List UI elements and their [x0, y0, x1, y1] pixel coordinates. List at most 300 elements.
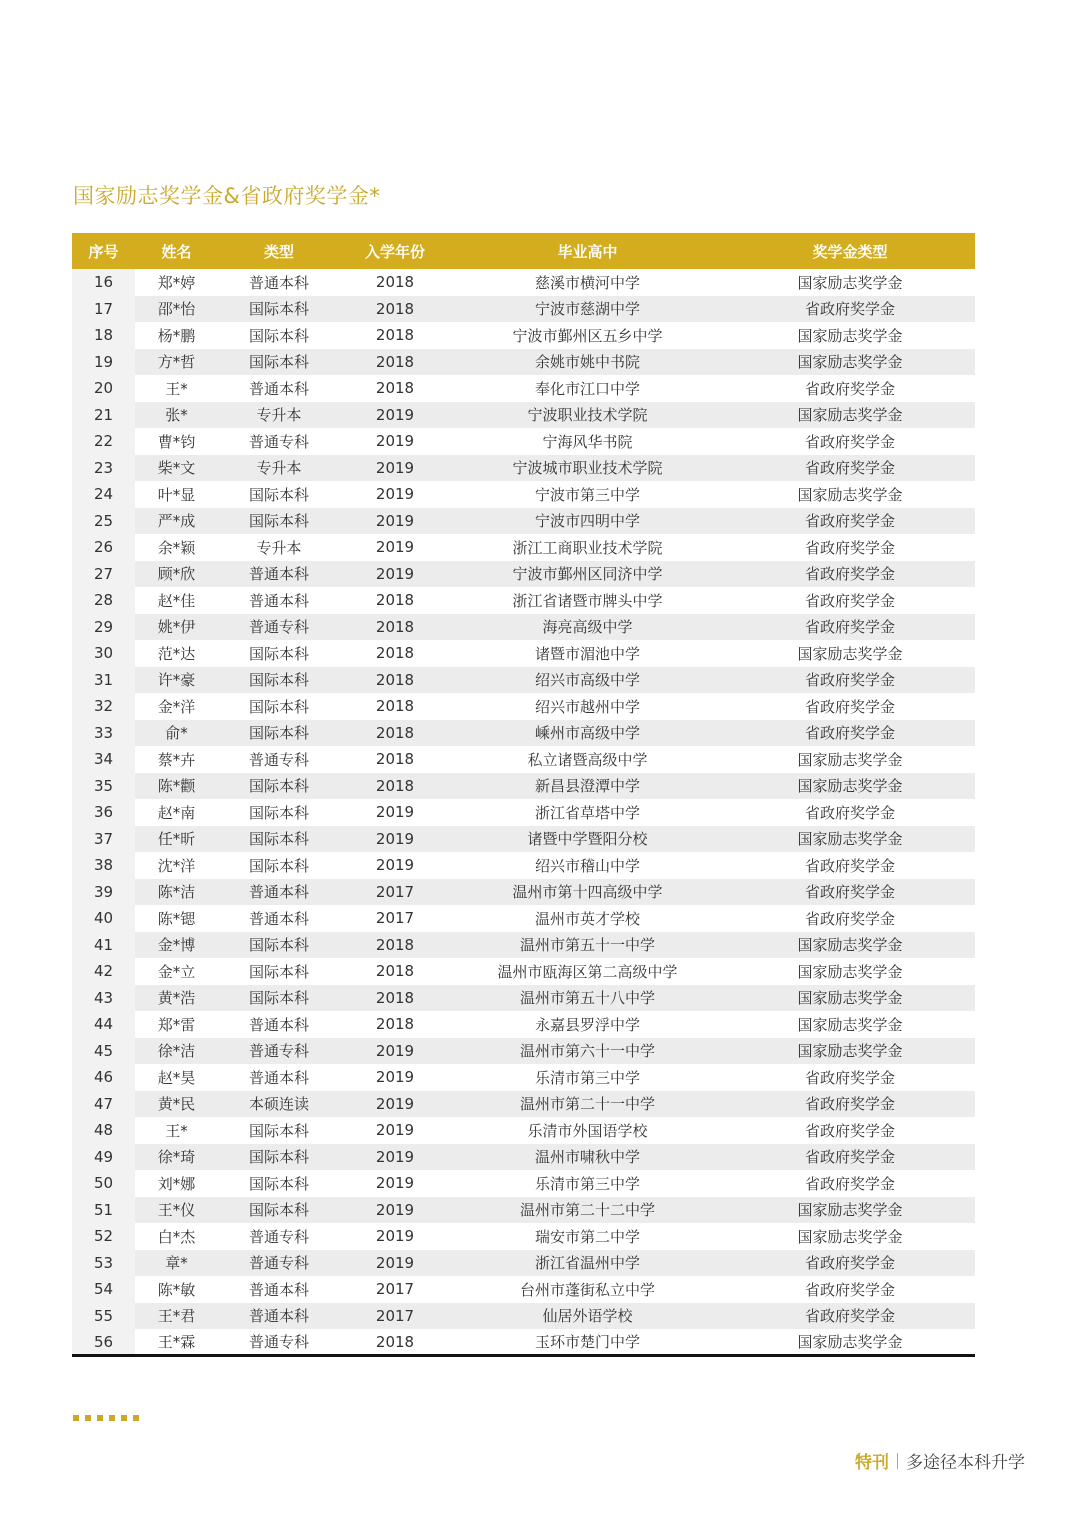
- table-row: [72, 773, 975, 800]
- cell-name: 赵*佳: [157, 591, 196, 610]
- cell-scholarship-type: 省政府奖学金: [804, 432, 895, 451]
- cell-name: 白*杰: [157, 1227, 196, 1246]
- cell-type: 国际本科: [218, 985, 340, 1012]
- cell-year: 2018: [375, 644, 415, 663]
- column-header-scholarship-type: 奖学金类型: [725, 233, 975, 269]
- cell-index: 26: [72, 534, 135, 561]
- footer: [855, 1448, 1025, 1473]
- cell-name: 章*: [135, 1250, 218, 1277]
- table-header: [72, 233, 975, 269]
- cell-scholarship-type: 国家励志奖学金: [797, 1015, 903, 1034]
- column-header-index: 序号: [72, 233, 135, 269]
- cell-year: 2019: [375, 432, 415, 451]
- cell-year: 2019: [340, 455, 450, 482]
- cell-high-school: 温州市第五十八中学: [450, 985, 725, 1012]
- cell-year: 2019: [375, 803, 415, 822]
- cell-year: 2017: [375, 1280, 415, 1299]
- table-row: [72, 667, 975, 694]
- cell-scholarship-type: 国家励志奖学金: [725, 826, 975, 853]
- cell-type: 普通本科: [248, 1068, 309, 1087]
- cell-type: 专升本: [218, 402, 340, 429]
- table-row: [72, 799, 975, 826]
- cell-type: 国际本科: [248, 326, 309, 345]
- cell-type: 国际本科: [218, 720, 340, 747]
- cell-name: 郑*雷: [157, 1015, 196, 1034]
- cell-name: 姚*伊: [135, 614, 218, 641]
- cell-type: 普通本科: [248, 1015, 309, 1034]
- cell-year: 2017: [340, 1303, 450, 1330]
- cell-type: 普通本科: [218, 561, 340, 588]
- cell-name: 徐*洁: [135, 1038, 218, 1065]
- cell-type: 普通专科: [248, 1227, 309, 1246]
- cell-index: 17: [72, 296, 135, 323]
- cell-year: 2018: [375, 962, 415, 981]
- cell-name: 曹*钧: [157, 432, 196, 451]
- cell-name: 赵*昊: [157, 1068, 196, 1087]
- cell-scholarship-type: 省政府奖学金: [725, 614, 975, 641]
- cell-high-school: 嵊州市高级中学: [450, 720, 725, 747]
- cell-index: 35: [72, 773, 135, 800]
- cell-index: 32: [72, 693, 135, 720]
- cell-high-school: 乐清市外国语学校: [527, 1121, 648, 1140]
- table-row: [72, 826, 975, 853]
- cell-scholarship-type: 省政府奖学金: [725, 508, 975, 535]
- cell-name: 王*霖: [157, 1333, 196, 1351]
- cell-name: 王*君: [135, 1303, 218, 1330]
- cell-type: 普通本科: [218, 879, 340, 906]
- table-row: [72, 561, 975, 588]
- table-row: [72, 1223, 975, 1250]
- cell-name: 余*颖: [157, 538, 196, 557]
- table-row: [72, 1303, 975, 1330]
- cell-year: 2018: [375, 326, 415, 345]
- cell-name: 郑*婷: [157, 273, 196, 292]
- cell-index: 53: [72, 1250, 135, 1277]
- footer-divider: [897, 1453, 898, 1469]
- table-row: [72, 1276, 975, 1303]
- cell-year: 2018: [375, 1332, 415, 1351]
- cell-type: 普通本科: [248, 909, 309, 928]
- cell-scholarship-type: 国家励志奖学金: [797, 273, 903, 292]
- cell-high-school: 瑞安市第二中学: [534, 1227, 640, 1246]
- cell-type: 国际本科: [218, 1197, 340, 1224]
- cell-type: 国际本科: [248, 803, 309, 822]
- table-row: [72, 402, 975, 429]
- cell-year: 2017: [375, 909, 415, 928]
- column-header-year: 入学年份: [340, 233, 450, 269]
- cell-type: 普通本科: [248, 1280, 309, 1299]
- cell-type: 国际本科: [248, 962, 309, 981]
- cell-index: 21: [72, 402, 135, 429]
- cell-scholarship-type: 省政府奖学金: [804, 803, 895, 822]
- cell-high-school: 宁波城市职业技术学院: [450, 455, 725, 482]
- table-row: [72, 587, 975, 614]
- cell-index: 51: [72, 1197, 135, 1224]
- cell-type: 国际本科: [248, 644, 309, 663]
- cell-index: 33: [72, 720, 135, 747]
- cell-index: 16: [72, 269, 135, 296]
- table-row: [72, 693, 975, 720]
- table-row: [72, 852, 975, 879]
- table-row: [72, 1329, 975, 1356]
- cell-type: 普通本科: [248, 273, 309, 292]
- cell-index: 41: [72, 932, 135, 959]
- cell-year: 2019: [340, 561, 450, 588]
- cell-index: 39: [72, 879, 135, 906]
- footer-tag: 特刊: [855, 1453, 889, 1473]
- cell-scholarship-type: 省政府奖学金: [804, 697, 895, 716]
- cell-index: 43: [72, 985, 135, 1012]
- cell-high-school: 温州市第二十一中学: [450, 1091, 725, 1118]
- table-row: [72, 1011, 975, 1038]
- cell-scholarship-type: 国家励志奖学金: [725, 1197, 975, 1224]
- cell-scholarship-type: 省政府奖学金: [725, 667, 975, 694]
- footer-text: 多途径本科升学: [906, 1453, 1025, 1473]
- cell-name: 俞*: [135, 720, 218, 747]
- column-header-high-school: 毕业高中: [450, 233, 725, 269]
- cell-name: 赵*南: [157, 803, 196, 822]
- cell-high-school: 永嘉县罗浮中学: [534, 1015, 640, 1034]
- cell-index: 34: [72, 746, 135, 773]
- cell-index: 18: [72, 322, 135, 349]
- table-row: [72, 1117, 975, 1144]
- cell-year: 2019: [340, 402, 450, 429]
- cell-name: 叶*显: [157, 485, 196, 504]
- cell-year: 2018: [375, 750, 415, 769]
- cell-year: 2018: [340, 349, 450, 376]
- cell-name: 顾*欣: [135, 561, 218, 588]
- cell-index: 54: [72, 1276, 135, 1303]
- cell-year: 2018: [340, 932, 450, 959]
- cell-high-school: 乐清市第三中学: [534, 1174, 640, 1193]
- cell-index: 25: [72, 508, 135, 535]
- cell-type: 国际本科: [248, 856, 309, 875]
- cell-scholarship-type: 国家励志奖学金: [725, 1038, 975, 1065]
- cell-index: 52: [72, 1223, 135, 1250]
- table-row: [72, 534, 975, 561]
- table-row: [72, 985, 975, 1012]
- cell-index: 47: [72, 1091, 135, 1118]
- cell-index: 44: [72, 1011, 135, 1038]
- cell-index: 20: [72, 375, 135, 402]
- cell-name: 蔡*卉: [157, 750, 196, 769]
- cell-high-school: 慈溪市横河中学: [534, 273, 640, 292]
- cell-year: 2018: [375, 379, 415, 398]
- table-row: [72, 375, 975, 402]
- cell-index: 36: [72, 799, 135, 826]
- cell-name: 陈*敏: [157, 1280, 196, 1299]
- cell-name: 沈*洋: [157, 856, 196, 875]
- cell-scholarship-type: 国家励志奖学金: [797, 1333, 903, 1351]
- cell-type: 国际本科: [248, 1174, 309, 1193]
- cell-scholarship-type: 国家励志奖学金: [725, 349, 975, 376]
- cell-scholarship-type: 国家励志奖学金: [725, 932, 975, 959]
- cell-index: 40: [72, 905, 135, 932]
- cell-index: 31: [72, 667, 135, 694]
- cell-type: 专升本: [218, 455, 340, 482]
- cell-year: 2018: [375, 1015, 415, 1034]
- cell-name: 方*哲: [135, 349, 218, 376]
- cell-name: 刘*娜: [157, 1174, 196, 1193]
- cell-high-school: 浙江省草塔中学: [534, 803, 640, 822]
- table-row: [72, 746, 975, 773]
- cell-scholarship-type: 国家励志奖学金: [797, 485, 903, 504]
- cell-type: 普通本科: [248, 591, 309, 610]
- cell-scholarship-type: 省政府奖学金: [804, 856, 895, 875]
- cell-year: 2019: [375, 1227, 415, 1246]
- cell-year: 2019: [375, 1174, 415, 1193]
- table-row: [72, 958, 975, 985]
- cell-scholarship-type: 省政府奖学金: [725, 1091, 975, 1118]
- cell-scholarship-type: 国家励志奖学金: [797, 962, 903, 981]
- cell-index: 19: [72, 349, 135, 376]
- table-row: [72, 481, 975, 508]
- table-row: [72, 614, 975, 641]
- cell-year: 2019: [375, 856, 415, 875]
- cell-scholarship-type: 国家励志奖学金: [725, 985, 975, 1012]
- cell-index: 30: [72, 640, 135, 667]
- scholarship-table: [72, 233, 975, 1357]
- cell-high-school: 宁波市慈湖中学: [450, 296, 725, 323]
- cell-high-school: 浙江省诸暨市牌头中学: [512, 591, 663, 610]
- cell-scholarship-type: 省政府奖学金: [725, 1144, 975, 1171]
- table-row: [72, 1038, 975, 1065]
- cell-scholarship-type: 省政府奖学金: [804, 379, 895, 398]
- cell-name: 王*: [165, 379, 188, 398]
- cell-scholarship-type: 国家励志奖学金: [797, 750, 903, 769]
- cell-type: 国际本科: [218, 296, 340, 323]
- cell-name: 柴*文: [135, 455, 218, 482]
- cell-name: 黄*民: [135, 1091, 218, 1118]
- cell-index: 50: [72, 1170, 135, 1197]
- table-row: [72, 508, 975, 535]
- table-row: [72, 905, 975, 932]
- cell-high-school: 私立诸暨高级中学: [527, 750, 648, 769]
- cell-name: 徐*琦: [135, 1144, 218, 1171]
- table-row: [72, 349, 975, 376]
- cell-type: 本硕连读: [218, 1091, 340, 1118]
- cell-index: 42: [72, 958, 135, 985]
- cell-index: 46: [72, 1064, 135, 1091]
- cell-type: 国际本科: [218, 508, 340, 535]
- cell-type: 普通专科: [218, 614, 340, 641]
- cell-scholarship-type: 省政府奖学金: [804, 1174, 895, 1193]
- cell-type: 国际本科: [218, 667, 340, 694]
- cell-high-school: 宁波市鄞州区同济中学: [450, 561, 725, 588]
- table-row: [72, 1091, 975, 1118]
- cell-year: 2017: [340, 879, 450, 906]
- cell-high-school: 海亮高级中学: [450, 614, 725, 641]
- cell-scholarship-type: 省政府奖学金: [725, 720, 975, 747]
- cell-scholarship-type: 省政府奖学金: [804, 1280, 895, 1299]
- cell-type: 普通专科: [218, 1250, 340, 1277]
- cell-type: 普通专科: [218, 1038, 340, 1065]
- cell-name: 金*立: [157, 962, 196, 981]
- cell-high-school: 诸暨市湄池中学: [534, 644, 640, 663]
- cell-year: 2019: [340, 1038, 450, 1065]
- cell-scholarship-type: 省政府奖学金: [725, 561, 975, 588]
- cell-name: 严*成: [135, 508, 218, 535]
- cell-name: 金*洋: [157, 697, 196, 716]
- cell-year: 2019: [340, 1250, 450, 1277]
- cell-name: 金*博: [135, 932, 218, 959]
- cell-type: 国际本科: [218, 932, 340, 959]
- cell-high-school: 宁波市鄞州区五乡中学: [512, 326, 663, 345]
- cell-high-school: 乐清市第三中学: [534, 1068, 640, 1087]
- cell-high-school: 宁海风华书院: [542, 432, 633, 451]
- cell-type: 国际本科: [248, 485, 309, 504]
- cell-high-school: 宁波市第三中学: [534, 485, 640, 504]
- cell-high-school: 温州市英才学校: [534, 909, 640, 928]
- cell-high-school: 绍兴市越州中学: [534, 697, 640, 716]
- cell-year: 2019: [340, 1091, 450, 1118]
- cell-type: 国际本科: [218, 349, 340, 376]
- cell-year: 2019: [340, 826, 450, 853]
- cell-type: 国际本科: [218, 826, 340, 853]
- cell-high-school: 新昌县澄潭中学: [450, 773, 725, 800]
- decorative-dots: [73, 1415, 139, 1421]
- cell-year: 2018: [340, 667, 450, 694]
- cell-year: 2018: [340, 614, 450, 641]
- cell-scholarship-type: 省政府奖学金: [804, 538, 895, 557]
- cell-high-school: 绍兴市稽山中学: [534, 856, 640, 875]
- cell-name: 陈*颧: [135, 773, 218, 800]
- table-row: [72, 1064, 975, 1091]
- cell-high-school: 温州市第五十一中学: [450, 932, 725, 959]
- cell-name: 杨*鹏: [157, 326, 196, 345]
- table-row: [72, 1250, 975, 1277]
- cell-high-school: 诸暨中学暨阳分校: [450, 826, 725, 853]
- cell-type: 普通本科: [248, 379, 309, 398]
- cell-year: 2018: [340, 296, 450, 323]
- cell-high-school: 玉环市楚门中学: [534, 1333, 640, 1351]
- cell-scholarship-type: 国家励志奖学金: [725, 773, 975, 800]
- table-row: [72, 879, 975, 906]
- cell-type: 专升本: [256, 538, 302, 557]
- table-row: [72, 720, 975, 747]
- table-row: [72, 1197, 975, 1224]
- cell-high-school: 温州市瓯海区第二高级中学: [497, 962, 678, 981]
- cell-year: 2019: [340, 1144, 450, 1171]
- cell-year: 2019: [375, 485, 415, 504]
- cell-index: 37: [72, 826, 135, 853]
- cell-scholarship-type: 省政府奖学金: [725, 879, 975, 906]
- cell-high-school: 浙江工商职业技术学院: [512, 538, 663, 557]
- cell-scholarship-type: 国家励志奖学金: [797, 1227, 903, 1246]
- table-row: [72, 932, 975, 959]
- page-title: 国家励志奖学金&省政府奖学金*: [73, 184, 381, 208]
- cell-name: 王*仪: [135, 1197, 218, 1224]
- cell-scholarship-type: 省政府奖学金: [725, 296, 975, 323]
- cell-year: 2019: [375, 1068, 415, 1087]
- cell-type: 普通本科: [218, 1303, 340, 1330]
- cell-scholarship-type: 省政府奖学金: [804, 1121, 895, 1140]
- cell-type: 普通专科: [248, 750, 309, 769]
- column-header-name: 姓名: [135, 233, 218, 269]
- table-row: [72, 428, 975, 455]
- table-row: [72, 1144, 975, 1171]
- cell-index: 28: [72, 587, 135, 614]
- cell-scholarship-type: 省政府奖学金: [804, 909, 895, 928]
- cell-scholarship-type: 省政府奖学金: [725, 455, 975, 482]
- cell-year: 2019: [375, 538, 415, 557]
- cell-scholarship-type: 国家励志奖学金: [725, 402, 975, 429]
- table-row: [72, 322, 975, 349]
- cell-year: 2018: [375, 591, 415, 610]
- cell-name: 邵*怡: [135, 296, 218, 323]
- cell-scholarship-type: 省政府奖学金: [804, 591, 895, 610]
- table-row: [72, 455, 975, 482]
- cell-high-school: 宁波职业技术学院: [450, 402, 725, 429]
- cell-type: 国际本科: [218, 773, 340, 800]
- cell-name: 陈*洁: [135, 879, 218, 906]
- cell-index: 27: [72, 561, 135, 588]
- cell-type: 国际本科: [248, 697, 309, 716]
- cell-high-school: 温州市第十四高级中学: [450, 879, 725, 906]
- cell-high-school: 绍兴市高级中学: [450, 667, 725, 694]
- cell-high-school: 温州市第六十一中学: [450, 1038, 725, 1065]
- cell-name: 陈*锶: [157, 909, 196, 928]
- cell-index: 48: [72, 1117, 135, 1144]
- cell-high-school: 温州市啸秋中学: [450, 1144, 725, 1171]
- cell-high-school: 余姚市姚中书院: [450, 349, 725, 376]
- cell-index: 55: [72, 1303, 135, 1330]
- cell-name: 张*: [135, 402, 218, 429]
- cell-scholarship-type: 省政府奖学金: [725, 1250, 975, 1277]
- cell-index: 29: [72, 614, 135, 641]
- cell-high-school: 奉化市江口中学: [534, 379, 640, 398]
- cell-year: 2018: [340, 720, 450, 747]
- cell-high-school: 温州市第二十二中学: [450, 1197, 725, 1224]
- cell-year: 2018: [340, 773, 450, 800]
- cell-scholarship-type: 省政府奖学金: [804, 1068, 895, 1087]
- cell-type: 国际本科: [248, 1121, 309, 1140]
- table-row: [72, 269, 975, 296]
- cell-name: 任*昕: [135, 826, 218, 853]
- cell-index: 23: [72, 455, 135, 482]
- table-row: [72, 296, 975, 323]
- cell-year: 2018: [375, 697, 415, 716]
- cell-high-school: 宁波市四明中学: [450, 508, 725, 535]
- table-row: [72, 640, 975, 667]
- table-row: [72, 1170, 975, 1197]
- cell-scholarship-type: 省政府奖学金: [725, 1303, 975, 1330]
- cell-scholarship-type: 国家励志奖学金: [797, 326, 903, 345]
- cell-index: 38: [72, 852, 135, 879]
- cell-index: 45: [72, 1038, 135, 1065]
- cell-name: 许*豪: [135, 667, 218, 694]
- cell-name: 范*达: [157, 644, 196, 663]
- cell-name: 王*: [165, 1121, 188, 1140]
- cell-type: 国际本科: [218, 1144, 340, 1171]
- cell-index: 56: [72, 1329, 135, 1356]
- cell-high-school: 仙居外语学校: [450, 1303, 725, 1330]
- cell-index: 49: [72, 1144, 135, 1171]
- cell-year: 2019: [340, 1197, 450, 1224]
- cell-year: 2019: [340, 508, 450, 535]
- cell-name: 黄*浩: [135, 985, 218, 1012]
- cell-high-school: 台州市蓬街私立中学: [519, 1280, 655, 1299]
- cell-year: 2018: [340, 985, 450, 1012]
- cell-high-school: 浙江省温州中学: [450, 1250, 725, 1277]
- cell-type: 普通专科: [248, 432, 309, 451]
- cell-scholarship-type: 国家励志奖学金: [797, 644, 903, 663]
- cell-year: 2019: [375, 1121, 415, 1140]
- column-header-type: 类型: [218, 233, 340, 269]
- cell-index: 22: [72, 428, 135, 455]
- cell-index: 24: [72, 481, 135, 508]
- cell-type: 普通专科: [248, 1333, 309, 1351]
